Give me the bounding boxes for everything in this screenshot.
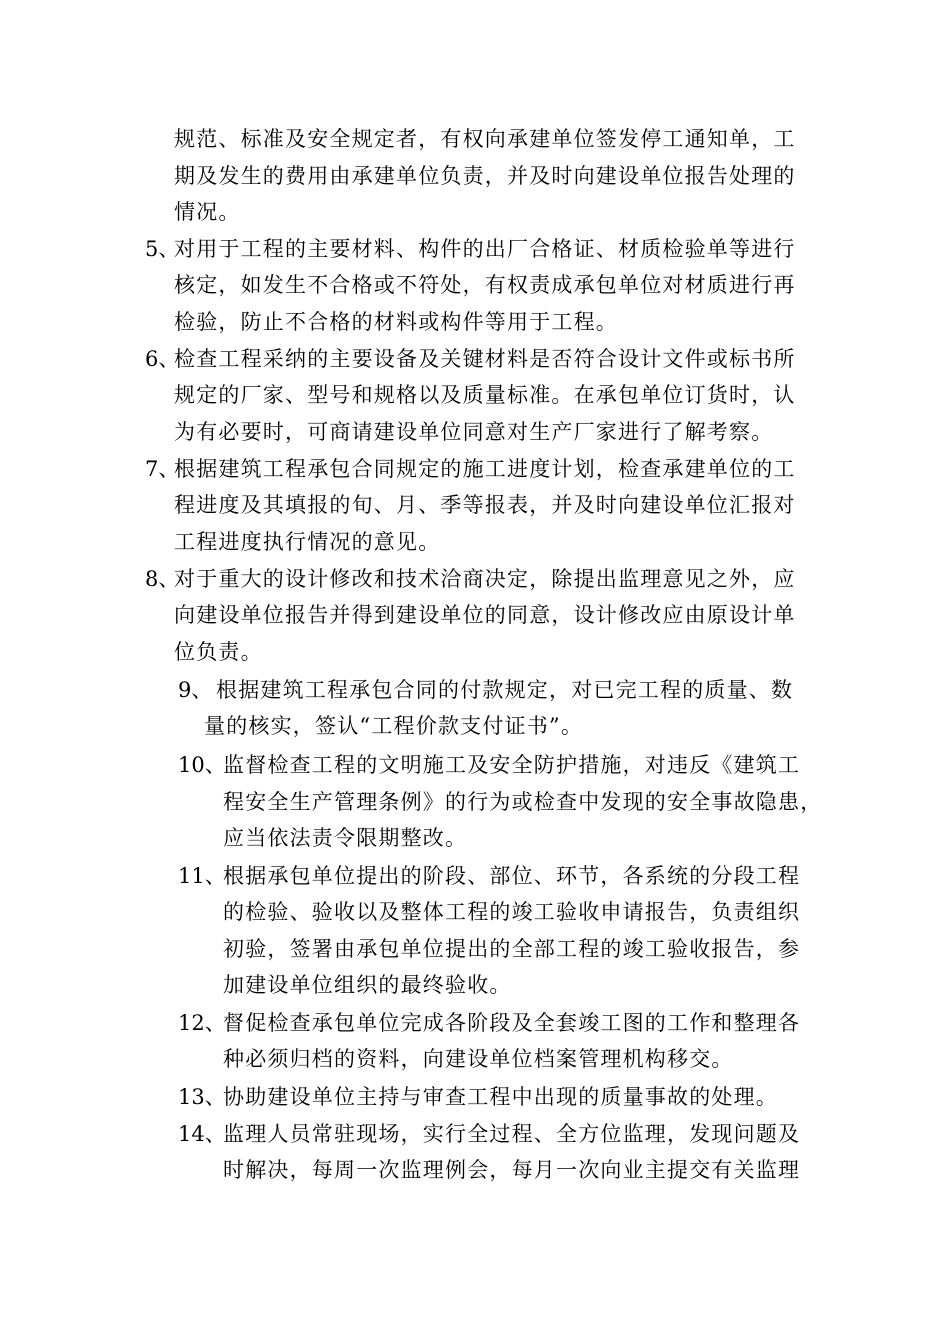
item-7-line-1: 根据建筑工程承包合同规定的施工进度计划，检查承建单位的工	[174, 457, 796, 481]
item-11-line-2: 的检验、验收以及整体工程的竣工验收申请报告，负责组织	[223, 900, 801, 924]
item-14-number: 14、	[178, 1122, 226, 1146]
item-11-line-4: 加建设单位组织的最终验收。	[223, 973, 512, 997]
item-6-line-2: 规定的厂家、型号和规格以及质量标准。在承包单位订货时，认	[174, 383, 796, 407]
item-11-line-3: 初验，签署由承包单位提出的全部工程的竣工验收报告，参	[223, 937, 801, 961]
item-9-line-1: 根据建筑工程承包合同的付款规定，对已完工程的质量、数	[216, 678, 794, 702]
item-5-line-3: 检验，防止不合格的材料或构件等用于工程。	[174, 310, 618, 334]
item-8-line-2: 向建设单位报告并得到建设单位的同意，设计修改应由原设计单	[174, 603, 796, 627]
item-13-line-1: 协助建设单位主持与审查工程中出现的质量事故的处理。	[223, 1085, 778, 1109]
item-12-line-1: 督促检查承包单位完成各阶段及全套竣工图的工作和整理各	[223, 1011, 801, 1035]
item-10-line-3: 应当依法责令限期整改。	[223, 826, 468, 850]
item-4-line-2: 期及发生的费用由承建单位负责，并及时向建设单位报告处理的	[174, 164, 796, 188]
item-8-line-1: 对于重大的设计修改和技术洽商决定，除提出监理意见之外，应	[174, 567, 796, 591]
item-5-line-1: 对用于工程的主要材料、构件的出厂合格证、材质检验单等进行	[174, 237, 796, 261]
item-8-number: 8、	[145, 567, 180, 591]
item-5-line-2: 核定，如发生不合格或不符处，有权责成承包单位对材质进行再	[174, 273, 796, 297]
item-10-line-1: 监督检查工程的文明施工及安全防护措施，对违反《建筑工	[223, 753, 801, 777]
item-14-line-2: 时解决，每周一次监理例会，每月一次向业主提交有关监理	[223, 1158, 801, 1182]
item-10-number: 10、	[178, 753, 226, 777]
item-11-number: 11、	[178, 864, 226, 888]
item-6-line-1: 检查工程采纳的主要设备及关键材料是否符合设计文件或标书所	[174, 347, 796, 371]
item-10-line-2: 程安全生产管理条例》的行为或检查中发现的安全事故隐患，	[223, 790, 823, 814]
item-9-number: 9、	[178, 678, 213, 702]
item-7-line-3: 工程进度执行情况的意见。	[174, 530, 441, 554]
item-13-number: 13、	[178, 1085, 226, 1109]
item-4-line-3: 情况。	[174, 200, 241, 224]
item-11-line-1: 根据承包单位提出的阶段、部位、环节，各系统的分段工程	[223, 864, 801, 888]
item-7-number: 7、	[145, 457, 180, 481]
item-4-line-1: 规范、标准及安全规定者，有权向承建单位签发停工通知单，工	[174, 127, 796, 151]
item-7-line-2: 程进度及其填报的旬、月、季等报表，并及时向建设单位汇报对	[174, 493, 796, 517]
item-9-line-2: 量的核实，签认“工程价款支付证书”。	[204, 714, 584, 738]
item-8-line-3: 位负责。	[174, 640, 263, 664]
item-14-line-1: 监理人员常驻现场，实行全过程、全方位监理，发现问题及	[223, 1122, 801, 1146]
item-6-line-3: 为有必要时，可商请建设单位同意对生产厂家进行了解考察。	[174, 420, 774, 444]
item-5-number: 5、	[145, 237, 180, 261]
item-6-number: 6、	[145, 347, 180, 371]
item-12-line-2: 种必须归档的资料，向建设单位档案管理机构移交。	[223, 1047, 734, 1071]
item-12-number: 12、	[178, 1011, 226, 1035]
